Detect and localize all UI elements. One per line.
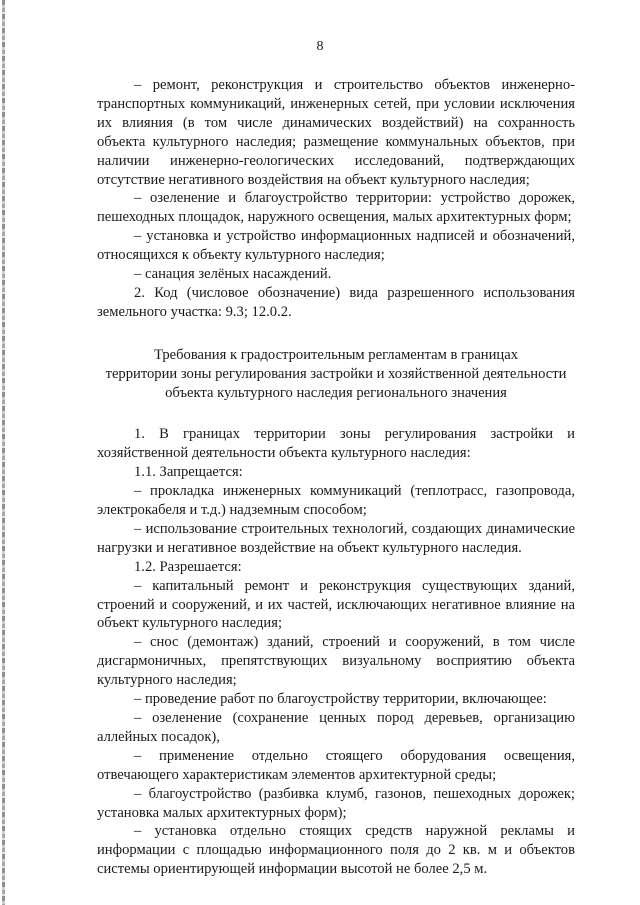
prohibited-item: – прокладка инженерных коммуникаций (теплотрасс, газопровода, электрокабеля и т.д.) надземным способом; bbox=[97, 483, 575, 519]
section-heading-line: территории зоны регулирования застройки и хозяйственной деятельности bbox=[105, 365, 567, 382]
allowed-item: – применение отдельно стоящего оборудования освещения, отвечающего характеристикам элементов архитектурной среды; bbox=[97, 747, 575, 783]
allowed-item: – озеленение и благоустройство территории: устройство дорожек, пешеходных площадок, наружного освещения, малых архитектурных форм; bbox=[97, 190, 575, 226]
allowed-item: – установка отдельно стоящих средств наружной рекламы и информации с площадью информационного поля до 2 кв. м и объектов системы ориентирующей информации высотой не более 2,5 м. bbox=[97, 823, 575, 878]
allowed-item: – установка и устройство информационных надписей и обозначений, относящихся к объекту культурного наследия; bbox=[97, 228, 575, 264]
allowed-item: – благоустройство (разбивка клумб, газонов, пешеходных дорожек; установка малых архитектурных форм); bbox=[97, 785, 575, 821]
document-body bbox=[97, 76, 575, 879]
section-heading-line: объекта культурного наследия регионального значения bbox=[165, 385, 507, 402]
allowed-item: – санация зелёных насаждений. bbox=[134, 266, 332, 283]
allowed-item: – ремонт, реконструкция и строительство объектов инженерно-транспортных коммуникаций, инженерных сетей, при условии исключения их влияния (в том числе динамических воздействий) на сохранность объекта культурного наследия; размещение коммунальных объектов, при наличии инженерно-геологических исследований, подтверждающих отсутствие негативного воздействия на объект культурного наследия; bbox=[97, 77, 575, 188]
allowed-item: – озеленение (сохранение ценных пород деревьев, организацию аллейных посадок), bbox=[97, 709, 575, 745]
allowed-item: – капитальный ремонт и реконструкция существующих зданий, строений и сооружений, и их частей, исключающих негативное влияние на объект культурного наследия; bbox=[97, 577, 575, 632]
section-intro: 1. В границах территории зоны регулирования застройки и хозяйственной деятельности объекта культурного наследия: bbox=[97, 426, 575, 462]
section-heading-line: Требования к градостроительным регламентам в границах bbox=[153, 346, 519, 363]
scan-edge-artifact bbox=[2, 0, 5, 905]
allowed-item: – снос (демонтаж) зданий, строений и сооружений, в том числе дисгармоничных, препятствующих визуальному восприятию объекта культурного наследия; bbox=[97, 634, 575, 689]
prohibited-title: 1.1. Запрещается: bbox=[134, 464, 243, 481]
allowed-title: 1.2. Разрешается: bbox=[134, 558, 242, 575]
page-number: 8 bbox=[316, 39, 324, 54]
section-heading bbox=[97, 346, 575, 404]
prohibited-item: – использование строительных технологий, создающих динамические нагрузки и негативное воздействие на объект культурного наследия. bbox=[97, 520, 575, 556]
land-use-code: 2. Код (числовое обозначение) вида разрешенного использования земельного участка: 9.3; 12.0.2. bbox=[97, 284, 575, 320]
allowed-item: – проведение работ по благоустройству территории, включающее: bbox=[134, 691, 547, 708]
